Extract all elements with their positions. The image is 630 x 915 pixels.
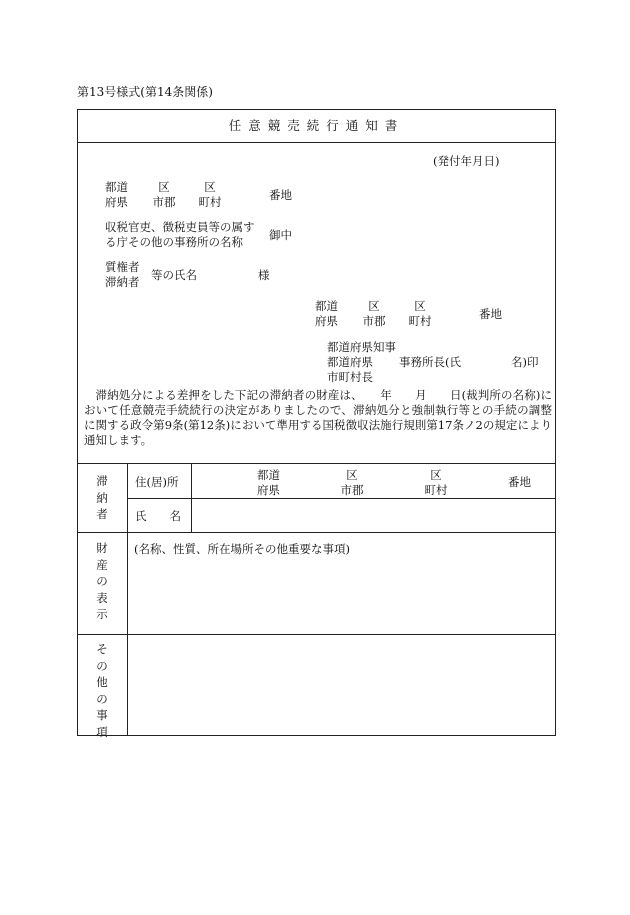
property-top-line bbox=[77, 532, 556, 533]
office-name-label: 収税官吏、徴税吏員等の属す る庁その他の事務所の名称 bbox=[105, 220, 255, 249]
name-row-label: 氏 名 bbox=[135, 509, 181, 523]
addressee-banchi: 番地 bbox=[269, 188, 292, 202]
sender-banchi: 番地 bbox=[479, 307, 502, 321]
table-banchi: 番地 bbox=[508, 475, 531, 489]
address-label: 住(居)所 bbox=[135, 475, 179, 489]
sender-town: 区 町村 bbox=[408, 299, 432, 328]
other-label: その他の事項 bbox=[96, 642, 108, 739]
addressee-city: 区 市郡 bbox=[152, 180, 176, 209]
sender-prefecture: 都道 府県 bbox=[315, 299, 338, 328]
delinquent-label: 滞納者 bbox=[96, 474, 108, 521]
sender-office-head: 事務所長(氏 bbox=[399, 355, 461, 369]
addressee-prefecture: 都道 府県 bbox=[105, 180, 128, 209]
property-hint: (名称、性質、所在場所その他重要な事項) bbox=[134, 542, 350, 556]
form-id: 第13号様式(第14条関係) bbox=[77, 85, 213, 99]
property-label: 財産の表示 bbox=[96, 541, 108, 621]
addressee-town: 区 町村 bbox=[198, 180, 222, 209]
other-top-line bbox=[77, 634, 556, 635]
table-city: 区 市郡 bbox=[340, 468, 364, 497]
person-honorific: 様 bbox=[258, 268, 270, 282]
sender-city: 区 市郡 bbox=[362, 299, 386, 328]
document-title: 任意競売続行通知書 bbox=[228, 118, 405, 133]
notice-body: 滞納処分による差押をした下記の滞納者の財産は、 年 月 日(裁判所の名称)において任意競売手続続行の決定がありましたので、滞納処分と強制執行等との手続の調整に関する政令第9条(第12条)において準用する国税徴収法施行規則第17条ノ2の規定により通知します。 bbox=[84, 388, 552, 447]
title-divider bbox=[77, 142, 556, 143]
table-town: 区 町村 bbox=[424, 468, 448, 497]
sender-seal: 名)印 bbox=[511, 355, 539, 369]
issue-date: (発付年月日) bbox=[433, 154, 500, 168]
table-prefecture: 都道 府県 bbox=[257, 468, 280, 497]
office-honorific: 御中 bbox=[269, 228, 292, 242]
sender-mayor: 市町村長 bbox=[327, 370, 373, 384]
sublabel-column-line bbox=[191, 463, 192, 532]
creditor-label: 質権者 滞納者 bbox=[105, 260, 140, 289]
label-column-line bbox=[127, 463, 128, 736]
sender-governor: 都道府県知事 bbox=[327, 340, 396, 354]
table-top-line bbox=[77, 463, 556, 464]
name-label: 等の氏名 bbox=[151, 268, 197, 282]
sender-prefecture-office: 都道府県 bbox=[327, 355, 373, 369]
